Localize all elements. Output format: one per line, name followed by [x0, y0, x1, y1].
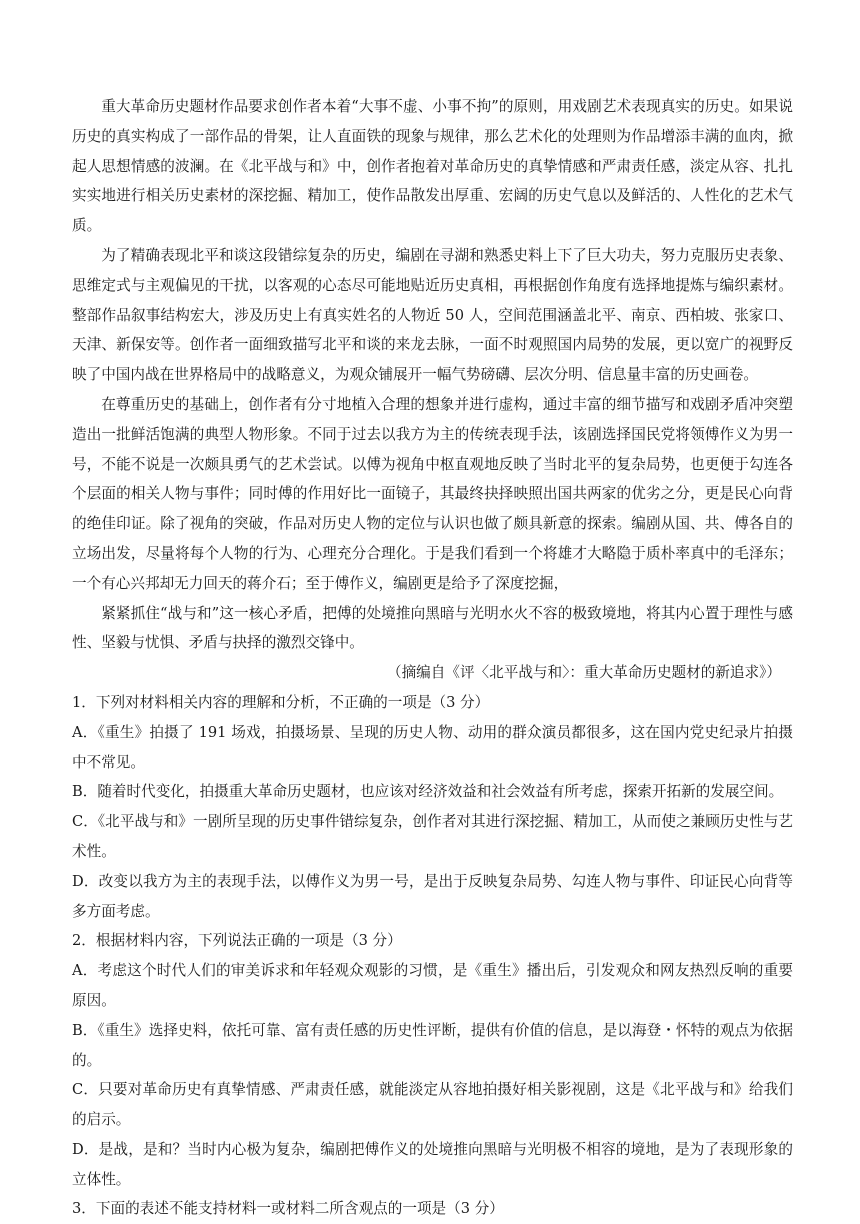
- option-a: A．《重生》拍摄了 191 场戏，拍摄场景、呈现的历史人物、动用的群众演员都很多，这在国内党史纪录片拍摄中不常见。: [72, 723, 793, 771]
- option-d: D．改变以我方为主的表现手法，以傅作义为男一号，是出于反映复杂局势、勾连人物与事件、印证民心向背等多方面考虑。: [72, 872, 793, 920]
- question-stem: 1．下列对材料相关内容的理解和分析，不正确的一项是（3 分）: [72, 693, 490, 711]
- option-b: B．《重生》选择史料，依托可靠、富有责任感的历史性评断，提供有价值的信息，是以海登・怀特的观点为依据的。: [72, 1021, 793, 1069]
- option-c: C．《北平战与和》一剧所呈现的历史事件错综复杂，创作者对其进行深挖掘、精加工，从而使之兼顾历史性与艺术性。: [72, 813, 793, 860]
- reading-passage: [72, 92, 793, 688]
- option-c: C．只要对革命历史有真挚情感、严肃责任感，就能淡定从容地拍摄好相关影视剧，这是《北平战与和》给我们的启示。: [72, 1081, 793, 1129]
- passage-paragraph: 在尊重历史的基础上，创作者有分寸地植入合理的想象并进行虚构，通过丰富的细节描写和戏剧矛盾冲突塑造出一批鲜活饱满的典型人物形象。不同于过去以我方为主的传统表现手法，该剧选择国民党将领傅作义为男一号，不能不说是一次颇具勇气的艺术尝试。以傅为视角中枢直观地反映了当时北平的复杂局势，也更便于勾连各个层面的相关人物与事件；同时傅的作用好比一面镜子，其最终抉择映照出国共两家的优劣之分，更是民心向背的绝佳印证。除了视角的突破，作品对历史人物的定位与认识也做了颇具新意的探索。编剧从国、共、傅各自的立场出发，尽量将每个人物的行为、心理充分合理化。于是我们看到一个将雄才大略隐于质朴率真中的毛泽东；一个有心兴邦却无力回天的蒋介石；至于傅作义，编剧更是给予了深度挖掘，: [72, 395, 793, 592]
- passage-paragraph: 紧紧抓住“战与和”这一核心矛盾，把傅的处境推向黑暗与光明水火不容的极致境地，将其内心置于理性与感性、坚毅与忧惧、矛盾与抉择的激烈交锋中。: [72, 604, 793, 652]
- question-1: [72, 688, 793, 926]
- question-3: [72, 1194, 793, 1224]
- option-b: B．随着时代变化，拍摄重大革命历史题材，也应该对经济效益和社会效益有所考虑，探索开拓新的发展空间。: [72, 783, 784, 801]
- question-2: [72, 926, 793, 1194]
- passage-paragraph: 重大革命历史题材作品要求创作者本着“大事不虚、小事不拘”的原则，用戏剧艺术表现真实的历史。如果说历史的真实构成了一部作品的骨架，让人直面铁的现象与规律，那么艺术化的处理则为作品增添丰满的血肉，掀起人思想情感的波澜。在《北平战与和》中，创作者抱着对革命历史的真挚情感和严肃责任感，淡定从容、扎扎实实地进行相关历史素材的深挖掘、精加工，使作品散发出厚重、宏阔的历史气息以及鲜活的、人性化的艺术气质。: [72, 98, 793, 235]
- option-d: D．是战，是和？当时内心极为复杂，编剧把傅作义的处境推向黑暗与光明极不相容的境地，是为了表现形象的立体性。: [72, 1140, 793, 1188]
- question-stem: 2．根据材料内容，下列说法正确的一项是（3 分）: [72, 932, 402, 950]
- question-stem: 3．下面的表述不能支持材料一或材料二所含观点的一项是（3 分）: [72, 1200, 504, 1218]
- passage-source: （摘编自《评〈北平战与和〉：重大革命历史题材的新追求》）: [386, 664, 781, 682]
- option-a: A．考虑这个时代人们的审美诉求和年轻观众观影的习惯，是《重生》播出后，引发观众和网友热烈反响的重要原因。: [72, 962, 793, 1009]
- passage-paragraph: 为了精确表现北平和谈这段错综复杂的历史，编剧在寻湖和熟悉史料上下了巨大功夫，努力克服历史表象、思维定式与主观偏见的干扰，以客观的心态尽可能地贴近历史真相，再根据创作角度有选择地提炼与编织素材。整部作品叙事结构宏大，涉及历史上有真实姓名的人物近 50 人，空间范围涵盖北平、南京、西柏坡、张家口、天津、新保安等。创作者一面细致描写北平和谈的来龙去脉，一面不时观照国内局势的发展，更以宽广的视野反映了中国内战在世界格局中的战略意义，为观众铺展开一幅气势磅礴、层次分明、信息量丰富的历史画卷。: [72, 246, 793, 384]
